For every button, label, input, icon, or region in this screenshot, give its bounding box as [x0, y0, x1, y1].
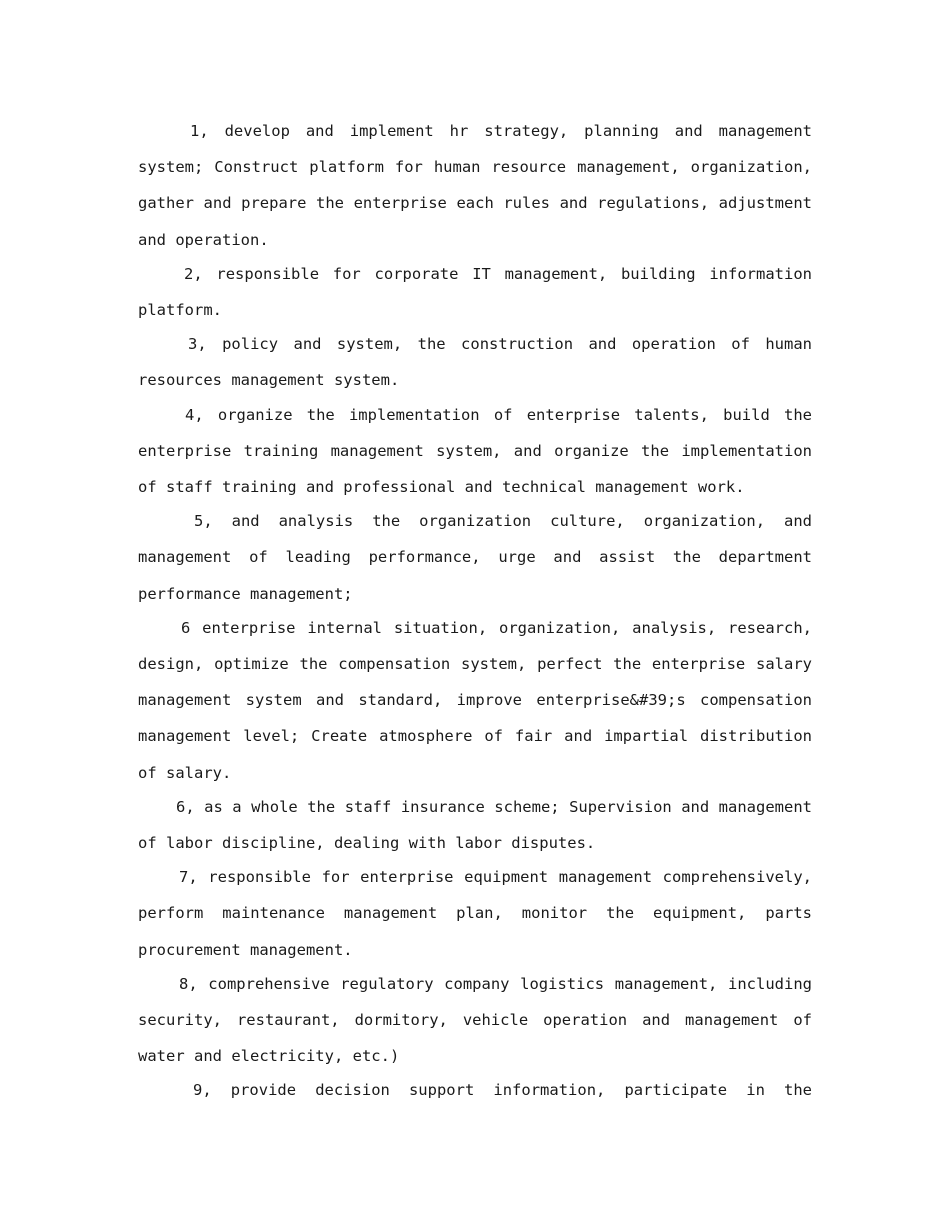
paragraph-2: 2, responsible for corporate IT management, building information platform.: [138, 264, 812, 320]
paragraph-6: 6 enterprise internal situation, organization, analysis, research, design, optimize the compensation system, perfect the enterprise salary management system and standard, improve enterprise&#39;s compensation management level; Create atmosphere of fair and impartial distribution of salary.: [138, 618, 812, 782]
paragraph-10: 9, provide decision support information, participate in the: [193, 1081, 812, 1100]
paragraph-9: 8, comprehensive regulatory company logistics management, including security, restaurant, dormitory, vehicle operation and management of water and electricity, etc.): [138, 974, 812, 1066]
paragraph-1: 1, develop and implement hr strategy, planning and management system; Construct platform for human resource management, organization, gather and prepare the enterprise each rules and regulations, adjustment and operation.: [138, 122, 812, 249]
paragraph-3: 3, policy and system, the construction and operation of human resources management system.: [138, 335, 812, 390]
paragraph-4: 4, organize the implementation of enterprise talents, build the enterprise training management system, and organize the implementation of staff training and professional and technical management work.: [138, 405, 812, 497]
paragraph-7: 6, as a whole the staff insurance scheme; Supervision and management of labor discipline, dealing with labor disputes.: [138, 797, 812, 853]
document-body: [138, 113, 812, 1107]
paragraph-5: 5, and analysis the organization culture, organization, and management of leading performance, urge and assist the department performance management;: [138, 512, 812, 603]
paragraph-8: 7, responsible for enterprise equipment management comprehensively, perform maintenance management plan, monitor the equipment, parts procurement management.: [138, 868, 812, 959]
